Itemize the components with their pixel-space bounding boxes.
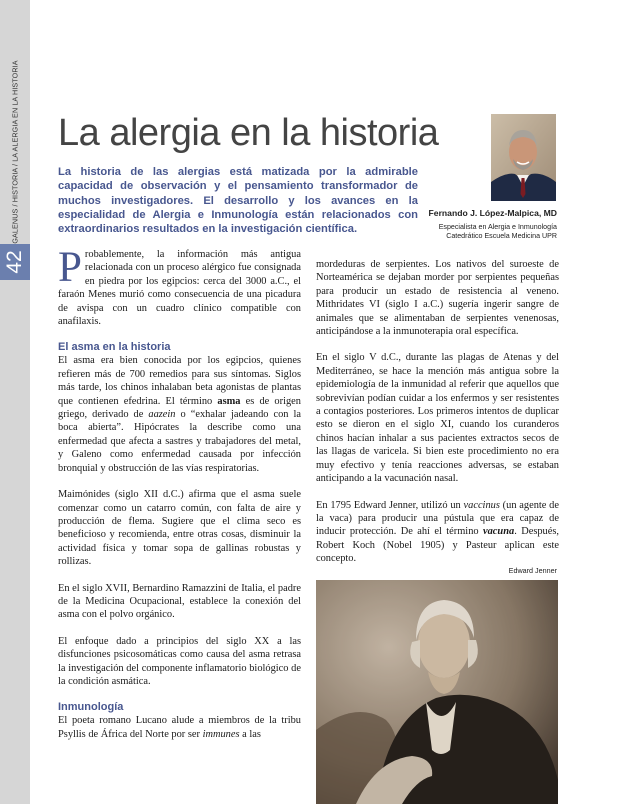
section-heading-asma: El asma en la historia bbox=[58, 341, 171, 354]
sidebar-strip bbox=[0, 0, 30, 804]
paragraph-text: (un agente de la vaca) para producir una pústula que era capaz de inducir protección. De ahí el término bbox=[316, 499, 559, 538]
author-specialty: Especialista en Alergia e Inmunología bbox=[438, 223, 557, 231]
right-column bbox=[316, 258, 559, 579]
jenner-portrait-illustration bbox=[316, 580, 558, 804]
term-vaccinus: vaccinus bbox=[463, 499, 500, 511]
body-paragraph bbox=[58, 244, 301, 328]
paragraph-text: robablemente, la información más antigua relacionada con un proceso alérgico fue consignada en piedra por los egipcios: cerca del 3000 a.C., el faraón Menes murió como consecuencia de una picadura de avispa con un cuadro clínico compatible con anafilaxis. bbox=[58, 249, 301, 328]
body-paragraph: El enfoque dado a principios del siglo XX a las disfunciones psicosomáticas como causa del asma retrasa la investigación del componente inflamatorio biológico de la condición asmática. bbox=[58, 635, 301, 687]
body-paragraph: En el siglo V d.C., durante las plagas de Atenas y del Mediterráneo, se hace la mención más antigua sobre la epidemiología de la inmunidad al referir que aquellos que sobrevivían podían cuidar a los enfermos y ser resistentes a contagios posteriores. Los primeros intentos de duplicar esto se dieron en el siglo XI, cuando los curanderos chinos hacían inhalar a sus pacientes extractos secos de las llagas de varicela. Si bien este procedimiento no era muy efectivo y tenía reacciones adversas, se estaban anticipando a la vacunación nasal. bbox=[316, 352, 559, 485]
body-paragraph bbox=[316, 499, 559, 566]
term-asma: asma bbox=[217, 395, 241, 407]
term-aazein: aazein bbox=[148, 409, 176, 421]
paragraph-text: En 1795 Edward Jenner, utilizó un bbox=[316, 499, 464, 511]
paragraph-text: es de origen griego, derivado de bbox=[58, 395, 301, 421]
page-number: 42 bbox=[3, 250, 26, 274]
article-intro: La historia de las alergias está matizada por la admirable capacidad de observación y el pensamiento transformador de muchos investigadores. El desarrollo y los avances en la especialidad de Alergia e Inmunología están relacionados con extraordinarios resultados en la investigación científica. bbox=[58, 166, 418, 236]
running-head bbox=[3, 59, 27, 244]
paragraph-text: o “exhalar jadeando con la boca abierta”. Hipócrates la describe como una enfermedad que afecta a sastres y trabajadores del metal, y Galeno como enfermedad causada por infección bronquial y obstrucción de las vías respiratorias. bbox=[58, 409, 301, 474]
term-vacuna: vacuna bbox=[483, 526, 515, 538]
page-number-tab bbox=[0, 244, 30, 280]
term-immunes: immunes bbox=[202, 728, 240, 740]
author-photo bbox=[491, 114, 556, 201]
body-paragraph: En el siglo XVII, Bernardino Ramazzini de Italia, el padre de la Medicina Ocupacional, establece la conexión del asma con el polvo orgánico. bbox=[58, 582, 301, 621]
drop-cap: P bbox=[58, 244, 82, 291]
article-title: La alergia en la historia bbox=[58, 112, 439, 154]
section-heading-inmunologia: Inmunología bbox=[58, 701, 124, 714]
left-column bbox=[58, 244, 301, 754]
paragraph-text: . Después, Robert Koch (Nobel 1905) y Pasteur aplican este concepto. bbox=[316, 526, 560, 565]
figure-caption: Edward Jenner bbox=[508, 566, 557, 575]
author-portrait-illustration bbox=[491, 114, 556, 201]
author-position: Catedrático Escuela Medicina UPR bbox=[446, 232, 557, 240]
body-paragraph bbox=[58, 714, 301, 741]
jenner-portrait bbox=[316, 580, 558, 804]
body-paragraph: Maimónides (siglo XII d.C.) afirma que el asma suele comenzar como un catarro común, con falta de aire y producción de flema. Sugiere que el clima seco es beneficioso y recomienda, entre otras cosas, disminuir la actividad física y tomar sopa de gallinas robustas y rollizas. bbox=[58, 489, 301, 568]
body-paragraph bbox=[58, 354, 301, 475]
running-head-text: GALENUS / HISTORIA / LA ALERGIA EN LA HISTORIA bbox=[10, 59, 20, 244]
paragraph-text: El poeta romano Lucano alude a miembros de la tribu Psyllis de África del Norte por ser bbox=[58, 715, 301, 740]
author-name: Fernando J. López-Malpica, MD bbox=[428, 208, 557, 218]
paragraph-text: El asma era bien conocida por los egipcios, quienes refieren más de 700 remedios para sus síntomas. Siglos más tarde, los chinos inhalaban beta agonistas de plantas que contienen efedrina. El término bbox=[58, 355, 301, 407]
paragraph-text: a las bbox=[239, 728, 261, 740]
body-paragraph: mordeduras de serpientes. Los nativos del suroeste de Norteamérica se dejaban morder por serpientes pequeñas para producir un estado de resistencia al veneno. Mithridates VI (siglo I a.C.) sugería ingerir sangre de animales que se alimentaban de serpientes venenosas, anticipándose a la inmunoterapia oral específica. bbox=[316, 259, 559, 338]
